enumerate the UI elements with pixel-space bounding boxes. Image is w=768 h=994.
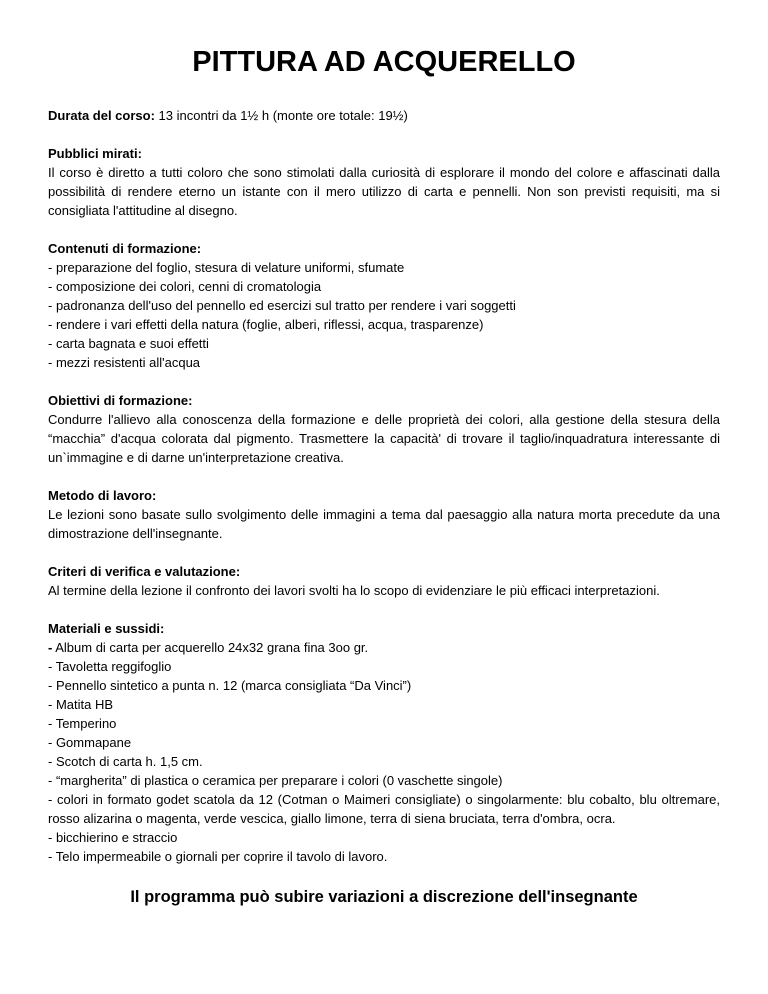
list-item: - rendere i vari effetti della natura (foglie, alberi, riflessi, acqua, trasparenze) (48, 317, 484, 332)
durata-section (48, 106, 720, 125)
materiali-section (48, 619, 720, 866)
list-item (48, 638, 720, 657)
page-title: PITTURA AD ACQUERELLO (192, 46, 576, 78)
obiettivi-text: Condurre l'allievo alla conoscenza della formazione e delle proprietà dei colori, alla gestione della stesura della “macchia” d'acqua colorata dal pigmento. Trasmettere la capacità' di trovare il taglio/inquadratura interessante di un`immagine e di darne un'interpretazione creativa. (48, 412, 720, 465)
pubblici-heading: Pubblici mirati: (48, 146, 142, 161)
metodo-text: Le lezioni sono basate sullo svolgimento delle immagini a tema dal paesaggio alla natura morta precedute da una dimostrazione dell'insegnante. (48, 507, 720, 541)
contenuti-section (48, 239, 720, 372)
list-item: - Scotch di carta h. 1,5 cm. (48, 754, 203, 769)
first-dash: - (48, 640, 53, 655)
list-item: - “margherita” di plastica o ceramica per preparare i colori (0 vaschette singole) (48, 773, 503, 788)
metodo-heading: Metodo di lavoro: (48, 488, 157, 503)
durata-label: Durata del corso: (48, 108, 155, 123)
list-item: - composizione dei colori, cenni di cromatologia (48, 279, 322, 294)
list-item: - Temperino (48, 716, 117, 731)
list-item: - bicchierino e straccio (48, 830, 178, 845)
durata-line (48, 106, 720, 125)
list-item: - Tavoletta reggifoglio (48, 659, 172, 674)
list-item: - Matita HB (48, 697, 114, 712)
criteri-text: Al termine della lezione il confronto dei lavori svolti ha lo scopo di evidenziare le più efficaci interpretazioni. (48, 583, 660, 598)
first-item-text: Album di carta per acquerello 24x32 grana fina 3oo gr. (52, 640, 369, 655)
materiali-heading: Materiali e sussidi: (48, 621, 165, 636)
obiettivi-section (48, 391, 720, 467)
list-item: - padronanza dell'uso del pennello ed esercizi sul tratto per rendere i vari soggetti (48, 298, 516, 313)
obiettivi-heading: Obiettivi di formazione: (48, 393, 193, 408)
list-item: - Telo impermeabile o giornali per coprire il tavolo di lavoro. (48, 849, 388, 864)
list-item: - Gommapane (48, 735, 132, 750)
list-item: - Pennello sintetico a punta n. 12 (marca consigliata “Da Vinci”) (48, 678, 412, 693)
footer-note: Il programma può subire variazioni a discrezione dell'insegnante (130, 888, 638, 906)
criteri-section (48, 562, 720, 600)
list-item: - preparazione del foglio, stesura di velature uniformi, sfumate (48, 260, 405, 275)
criteri-heading: Criteri di verifica e valutazione: (48, 564, 241, 579)
pubblici-text: Il corso è diretto a tutti coloro che sono stimolati dalla curiosità di esplorare il mondo del colore e affascinati dalla possibilità di rendere eterno un istante con il mero utilizzo di carta e pennelli. Non son previsti requisiti, ma si consigliata l'attitudine al disegno. (48, 165, 720, 218)
list-item: - carta bagnata e suoi effetti (48, 336, 209, 351)
metodo-section (48, 486, 720, 543)
list-item: - mezzi resistenti all'acqua (48, 355, 201, 370)
list-item: - colori in formato godet scatola da 12 (Cotman o Maimeri consigliate) o singolarmente: blu cobalto, blu oltremare, rosso alizarina o magenta, verde vescica, giallo limone, terra di siena bruciata, terra d'ombra, ocra. (48, 792, 720, 826)
pubblici-section (48, 144, 720, 220)
durata-value: 13 incontri da 1½ h (monte ore totale: 19½) (154, 108, 408, 123)
contenuti-heading: Contenuti di formazione: (48, 241, 202, 256)
